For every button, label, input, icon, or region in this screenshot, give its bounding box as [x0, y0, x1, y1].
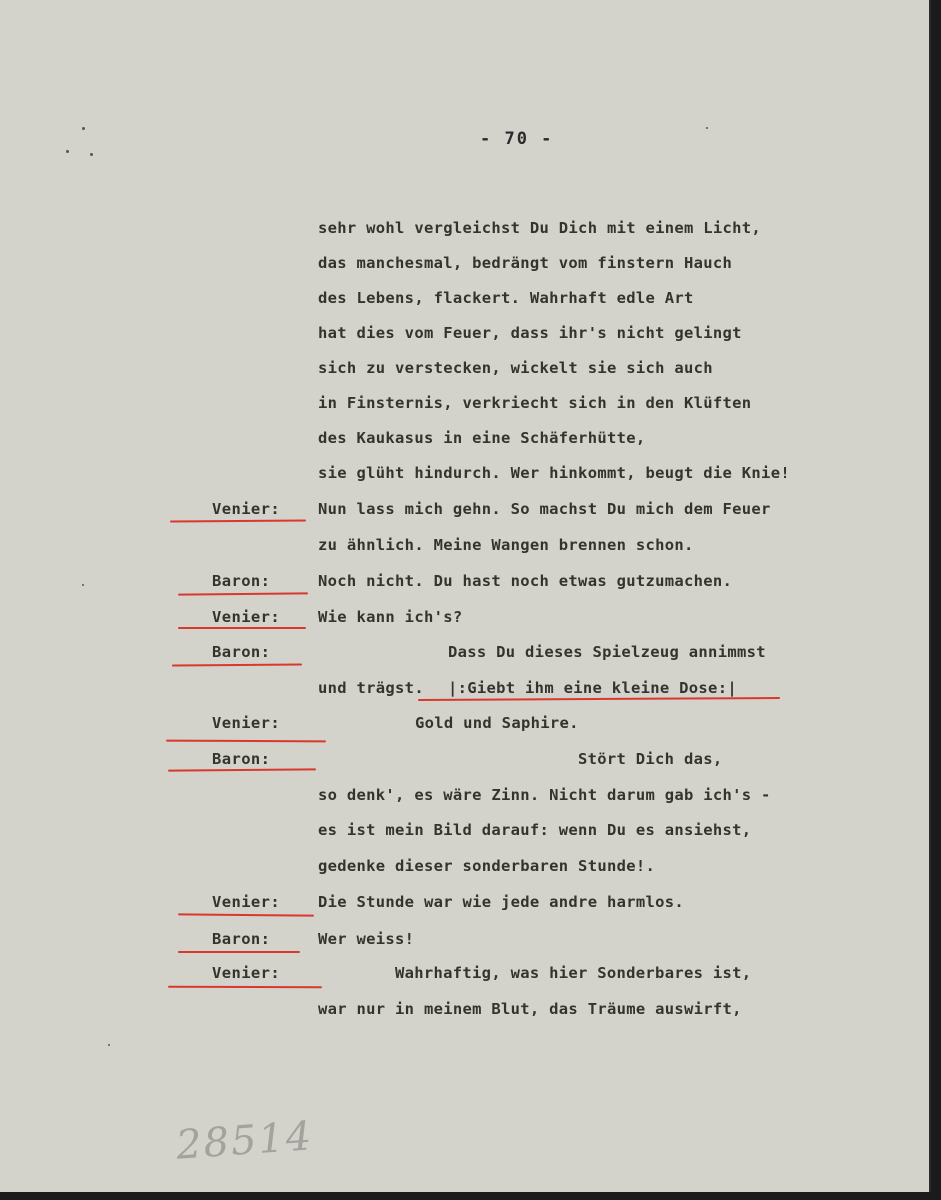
red-underline — [178, 913, 314, 916]
paper-speck — [66, 150, 69, 153]
text-line: zu ähnlich. Meine Wangen brennen schon. — [318, 536, 694, 554]
paper-speck — [706, 127, 708, 129]
paper-speck — [82, 584, 84, 586]
speaker-label: Venier: — [212, 608, 281, 626]
speaker-label: Venier: — [212, 964, 281, 982]
text-line: es ist mein Bild darauf: wenn Du es ansiehst, — [318, 821, 752, 839]
text-line: und trägst. — [318, 679, 424, 697]
red-underline — [166, 740, 326, 743]
page-number: - 70 - — [480, 129, 554, 149]
paper-speck — [108, 1044, 110, 1046]
text-line: in Finsternis, verkriecht sich in den Klüften — [318, 394, 752, 412]
red-underline — [170, 520, 306, 523]
text-line: hat dies vom Feuer, dass ihr's nicht gelingt — [318, 324, 742, 342]
text-line: Die Stunde war wie jede andre harmlos. — [318, 893, 685, 911]
paper-speck — [90, 153, 93, 156]
red-underline — [178, 951, 300, 953]
speaker-label: Baron: — [212, 930, 271, 948]
text-line: Stört Dich das, — [578, 750, 723, 768]
text-line: war nur in meinem Blut, das Träume auswirft, — [318, 1000, 742, 1018]
text-line: Wie kann ich's? — [318, 608, 463, 626]
text-line: sie glüht hindurch. Wer hinkommt, beugt die Knie! — [318, 464, 790, 482]
speaker-label: Baron: — [212, 643, 271, 661]
paper-speck — [82, 127, 85, 130]
text-line: Noch nicht. Du hast noch etwas gutzumachen. — [318, 572, 733, 590]
text-line: sich zu verstecken, wickelt sie sich auch — [318, 359, 713, 377]
speaker-label: Baron: — [212, 750, 271, 768]
text-line: Wahrhaftig, was hier Sonderbares ist, — [395, 964, 752, 982]
text-line: Dass Du dieses Spielzeug annimmst — [448, 643, 766, 661]
text-line: so denk', es wäre Zinn. Nicht darum gab ich's - — [318, 786, 771, 804]
text-line: sehr wohl vergleichst Du Dich mit einem Licht, — [318, 219, 762, 237]
red-underline — [418, 697, 780, 701]
speaker-label: Baron: — [212, 572, 271, 590]
speaker-label: Venier: — [212, 500, 281, 518]
text-line: Gold und Saphire. — [415, 714, 579, 732]
red-underline — [178, 627, 306, 629]
text-line: des Lebens, flackert. Wahrhaft edle Art — [318, 289, 694, 307]
speaker-label: Venier: — [212, 893, 281, 911]
text-line: das manchesmal, bedrängt vom finstern Hauch — [318, 254, 733, 272]
stage-direction: |:Giebt ihm eine kleine Dose:| — [448, 679, 737, 697]
text-line: gedenke dieser sonderbaren Stunde!. — [318, 857, 656, 875]
red-underline — [168, 768, 316, 771]
red-underline — [178, 592, 308, 595]
red-underline — [172, 663, 302, 666]
text-line: Nun lass mich gehn. So machst Du mich dem Feuer — [318, 500, 771, 518]
text-line: des Kaukasus in eine Schäferhütte, — [318, 429, 646, 447]
archive-number: 28514 — [174, 1113, 315, 1169]
red-underline — [168, 986, 322, 989]
speaker-label: Venier: — [212, 714, 281, 732]
text-line: Wer weiss! — [318, 930, 415, 948]
